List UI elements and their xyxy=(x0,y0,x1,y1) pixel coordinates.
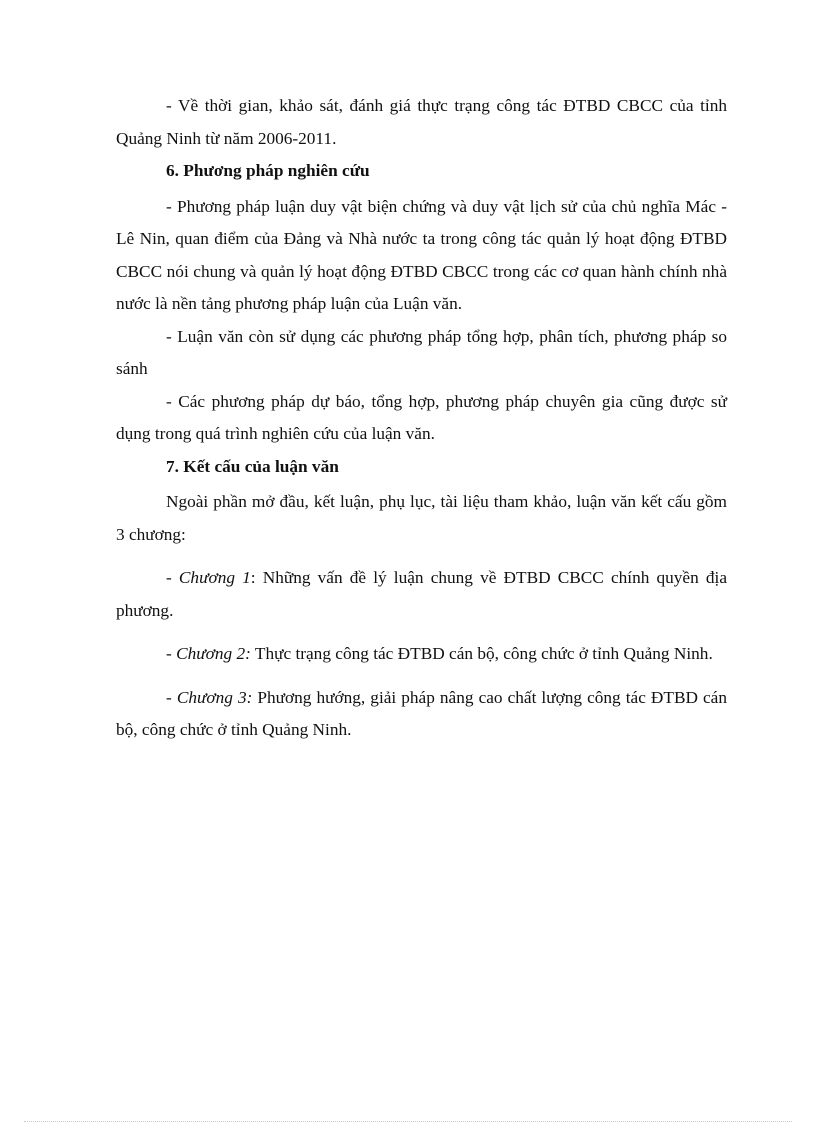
method-paragraph-3: - Các phương pháp dự báo, tổng hợp, phương pháp chuyên gia cũng được sử dụng trong quá trình nghiên cứu của luận văn. xyxy=(116,391,727,443)
method-paragraph-2: - Luận văn còn sử dụng các phương pháp tổng hợp, phân tích, phương pháp so sánh xyxy=(116,326,727,378)
chapter-1-dash: - xyxy=(166,568,179,587)
chapter-3-label: Chương 3: xyxy=(176,687,253,707)
section-6-heading: 6. Phương pháp nghiên cứu xyxy=(166,161,370,180)
chapter-1-paragraph xyxy=(116,562,727,627)
chapter-2-paragraph xyxy=(116,638,727,671)
chapter-3-text: Phương hướng, giải pháp nâng cao chất lượng công tác ĐTBD cán bộ, công chức ở tỉnh Quảng Ninh. xyxy=(116,687,727,739)
chapter-2-dash: - xyxy=(166,644,177,663)
structure-intro-paragraph: Ngoài phần mở đầu, kết luận, phụ lục, tài liệu tham khảo, luận văn kết cấu gồm 3 chương: xyxy=(116,492,727,544)
chapter-3-dash: - xyxy=(166,687,177,707)
chapter-2-label: Chương 2: xyxy=(176,644,251,663)
method-paragraph-1: - Phương pháp luận duy vật biện chứng và duy vật lịch sử của chủ nghĩa Mác - Lê Nin, quan điểm của Đảng và Nhà nước ta trong công tác quản lý hoạt động ĐTBD CBCC nói chung và quản lý hoạt động ĐTBD CBCC trong các cơ quan hành chính nhà nước là nền tảng phương pháp luận của Luận văn. xyxy=(116,196,727,313)
chapter-2-text: Thực trạng công tác ĐTBD cán bộ, công chức ở tỉnh Quảng Ninh. xyxy=(250,644,713,663)
document-page xyxy=(116,90,727,747)
chapter-1-text: : Những vấn đề lý luận chung về ĐTBD CBCC chính quyền địa phương. xyxy=(116,568,727,620)
scope-time-paragraph: - Về thời gian, khảo sát, đánh giá thực trạng công tác ĐTBD CBCC của tỉnh Quảng Ninh từ năm 2006-2011. xyxy=(116,96,727,148)
chapter-1-label: Chương 1 xyxy=(178,568,251,587)
chapter-3-paragraph xyxy=(116,682,727,747)
page-bottom-divider xyxy=(24,1121,792,1122)
section-7-heading: 7. Kết cấu của luận văn xyxy=(166,456,339,476)
